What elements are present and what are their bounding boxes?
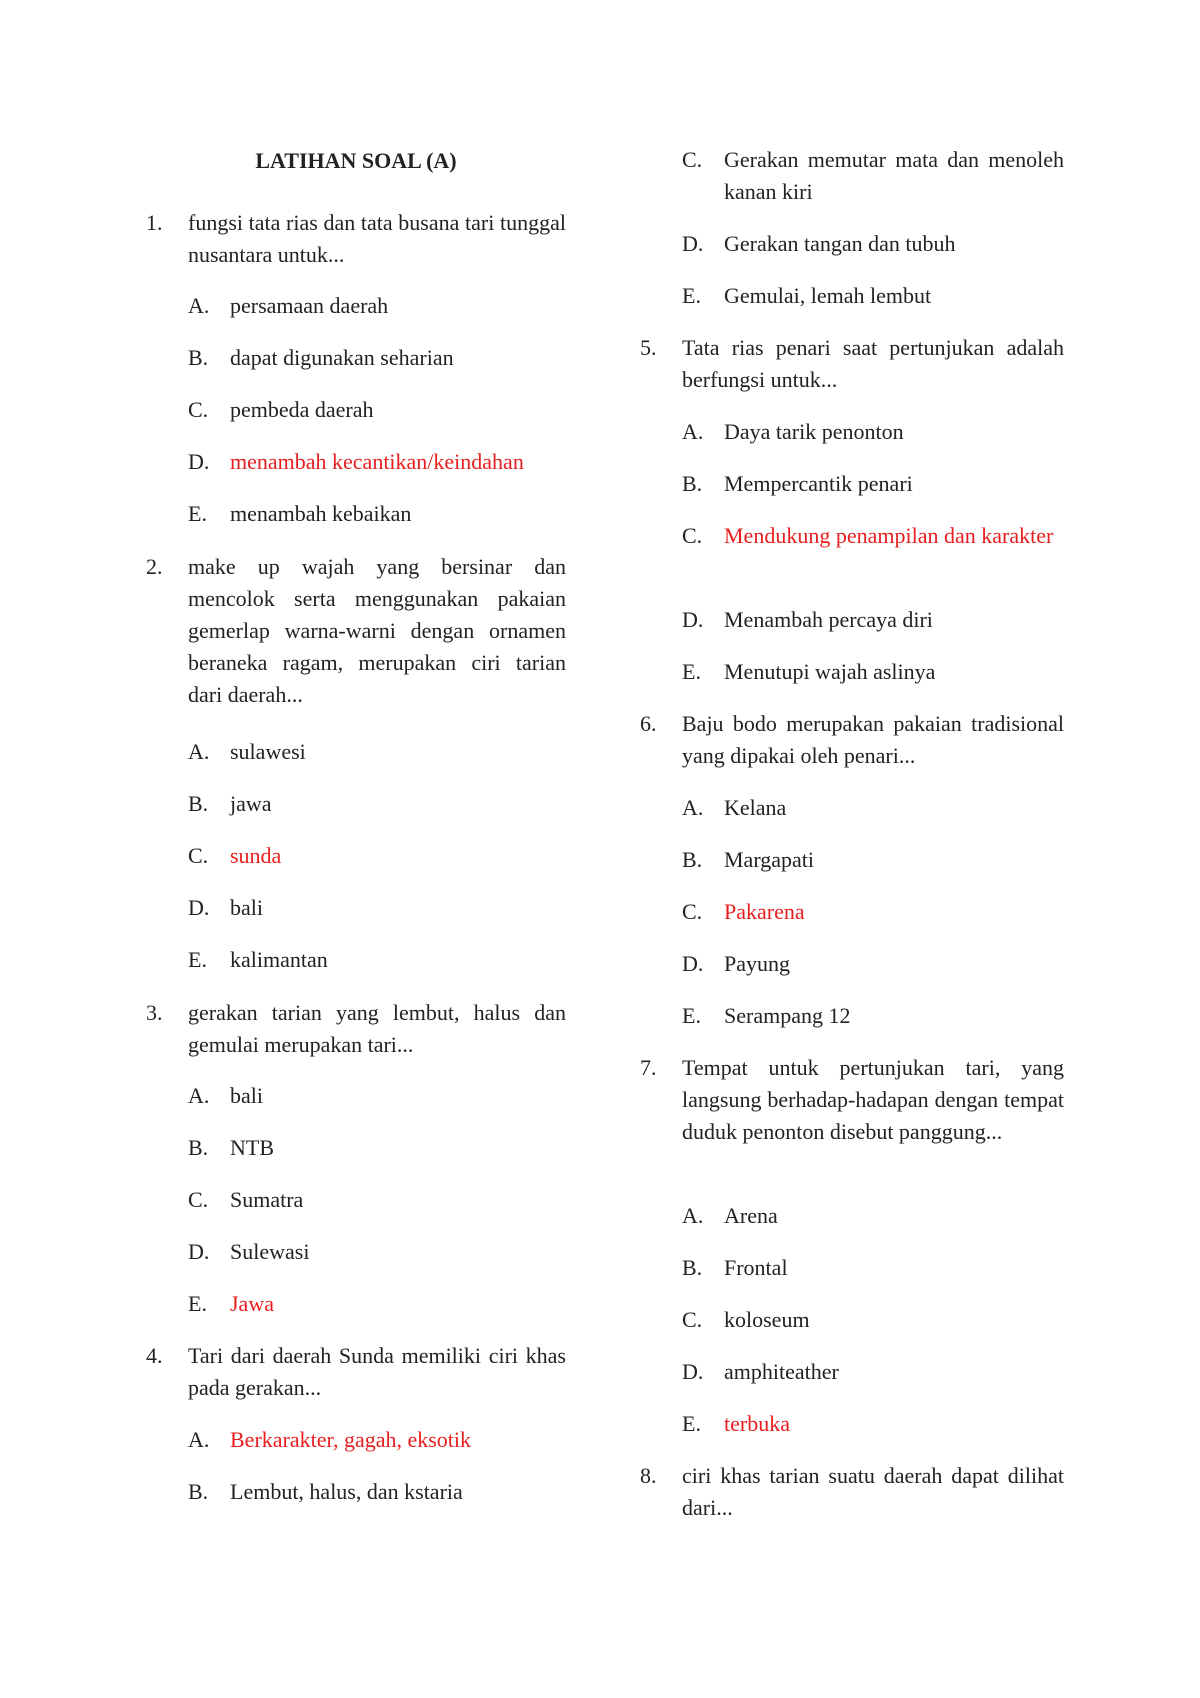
- question-4-option-c: [682, 144, 1064, 208]
- option-text: bali: [230, 895, 263, 920]
- question-text: ciri khas tarian suatu daerah dapat dilihat dari...: [682, 1463, 1064, 1520]
- question-3-option-d: [188, 1236, 566, 1268]
- option-letter: A.: [188, 293, 210, 318]
- option-text-correct: sunda: [230, 843, 282, 868]
- question-6-option-e: [682, 1000, 1064, 1032]
- question-7: [640, 1052, 1064, 1148]
- question-7-option-e: [682, 1408, 1064, 1440]
- question-5-option-d: [682, 604, 1064, 636]
- question-text: Tata rias penari saat pertunjukan adalah berfungsi untuk...: [682, 335, 1064, 392]
- option-letter: E.: [682, 1003, 701, 1028]
- option-text-correct: terbuka: [724, 1411, 790, 1436]
- option-text: Gerakan tangan dan tubuh: [724, 231, 956, 256]
- option-text-correct: Pakarena: [724, 899, 805, 924]
- question-6: [640, 708, 1064, 772]
- question-5-option-c: [682, 520, 1064, 552]
- option-text: Gemulai, lemah lembut: [724, 283, 932, 308]
- question-number: 2.: [146, 554, 163, 579]
- option-letter: A.: [188, 1427, 210, 1452]
- question-text: Baju bodo merupakan pakaian tradisional yang dipakai oleh penari...: [682, 711, 1064, 768]
- option-text: Sumatra: [230, 1187, 304, 1212]
- option-letter: B.: [682, 847, 703, 872]
- option-letter: E.: [682, 283, 701, 308]
- question-text: Tari dari daerah Sunda memiliki ciri khas pada gerakan...: [188, 1343, 566, 1400]
- option-letter: D.: [682, 231, 704, 256]
- question-2-option-d: [188, 892, 566, 924]
- question-2-option-c: [188, 840, 566, 872]
- option-letter: E.: [188, 947, 207, 972]
- question-6-option-b: [682, 844, 1064, 876]
- question-1-option-c: [188, 394, 566, 426]
- option-letter: B.: [682, 1255, 703, 1280]
- option-letter: A.: [682, 1203, 704, 1228]
- option-text: Gerakan memutar mata dan menoleh kanan kiri: [724, 147, 1064, 204]
- option-letter: C.: [682, 899, 703, 924]
- option-text: Mempercantik penari: [724, 471, 913, 496]
- option-text: NTB: [230, 1135, 274, 1160]
- option-letter: C.: [188, 397, 209, 422]
- option-text: amphiteather: [724, 1359, 839, 1384]
- option-text: Serampang 12: [724, 1003, 851, 1028]
- question-4-option-e: [682, 280, 1064, 312]
- option-text: Frontal: [724, 1255, 788, 1280]
- question-3-option-e: [188, 1288, 566, 1320]
- question-number: 4.: [146, 1343, 163, 1368]
- question-2-option-a: [188, 736, 566, 768]
- question-text: fungsi tata rias dan tata busana tari tunggal nusantara untuk...: [188, 210, 566, 267]
- option-letter: C.: [682, 1307, 703, 1332]
- question-3-option-c: [188, 1184, 566, 1216]
- option-letter: D.: [188, 895, 210, 920]
- option-letter: E.: [682, 1411, 701, 1436]
- option-text: Lembut, halus, dan kstaria: [230, 1479, 463, 1504]
- question-number: 5.: [640, 335, 657, 360]
- option-text: Menutupi wajah aslinya: [724, 659, 936, 684]
- option-letter: A.: [188, 1083, 210, 1108]
- option-letter: D.: [682, 607, 704, 632]
- option-text-correct: Mendukung penampilan dan karakter: [724, 523, 1054, 548]
- question-1-option-e: [188, 498, 566, 530]
- option-letter: D.: [682, 951, 704, 976]
- option-letter: C.: [188, 1187, 209, 1212]
- question-3: [146, 997, 566, 1061]
- option-text: Daya tarik penonton: [724, 419, 904, 444]
- option-text: pembeda daerah: [230, 397, 374, 422]
- question-6-option-a: [682, 792, 1064, 824]
- option-letter: A.: [682, 795, 704, 820]
- option-text: Menambah percaya diri: [724, 607, 933, 632]
- question-5-option-e: [682, 656, 1064, 688]
- option-letter: A.: [188, 739, 210, 764]
- option-text-correct: menambah kecantikan/keindahan: [230, 449, 524, 474]
- question-1-option-d: [188, 446, 566, 478]
- option-text: Arena: [724, 1203, 778, 1228]
- question-number: 1.: [146, 210, 163, 235]
- option-text: dapat digunakan seharian: [230, 345, 454, 370]
- option-text: sulawesi: [230, 739, 306, 764]
- question-2: [146, 551, 566, 711]
- question-4-option-a: [188, 1424, 566, 1456]
- question-5-option-a: [682, 416, 1064, 448]
- question-6-option-d: [682, 948, 1064, 980]
- question-2-option-e: [188, 944, 566, 976]
- option-text-correct: Berkarakter, gagah, eksotik: [230, 1427, 472, 1452]
- question-4-option-b: [188, 1476, 566, 1508]
- question-number: 7.: [640, 1055, 657, 1080]
- question-text: Tempat untuk pertunjukan tari, yang langsung berhadap-hadapan dengan tempat duduk penonton disebut panggung...: [682, 1055, 1064, 1144]
- page-title: LATIHAN SOAL (A): [255, 148, 457, 173]
- option-text: menambah kebaikan: [230, 501, 412, 526]
- option-text: jawa: [230, 791, 272, 816]
- question-1-option-a: [188, 290, 566, 322]
- question-7-option-b: [682, 1252, 1064, 1284]
- question-2-option-b: [188, 788, 566, 820]
- option-text: Margapati: [724, 847, 815, 872]
- option-letter: B.: [188, 1479, 209, 1504]
- question-number: 6.: [640, 711, 657, 736]
- question-6-option-c: [682, 896, 1064, 928]
- question-text: make up wajah yang bersinar dan mencolok serta menggunakan pakaian gemerlap warna-warni dengan ornamen beraneka ragam, merupakan ciri tarian dari daerah...: [188, 554, 566, 707]
- option-letter: D.: [682, 1359, 704, 1384]
- option-text: Sulewasi: [230, 1239, 310, 1264]
- option-letter: C.: [188, 843, 209, 868]
- question-5: [640, 332, 1064, 396]
- option-letter: C.: [682, 147, 703, 172]
- option-text: kalimantan: [230, 947, 328, 972]
- option-text-correct: Jawa: [230, 1291, 274, 1316]
- question-7-option-d: [682, 1356, 1064, 1388]
- option-text: koloseum: [724, 1307, 810, 1332]
- option-letter: E.: [188, 1291, 207, 1316]
- question-number: 3.: [146, 1000, 163, 1025]
- question-5-option-b: [682, 468, 1064, 500]
- question-7-option-c: [682, 1304, 1064, 1336]
- question-4: [146, 1340, 566, 1404]
- option-letter: E.: [188, 501, 207, 526]
- option-text: bali: [230, 1083, 263, 1108]
- option-letter: A.: [682, 419, 704, 444]
- question-8: [640, 1460, 1064, 1524]
- option-letter: E.: [682, 659, 701, 684]
- option-letter: D.: [188, 1239, 210, 1264]
- option-letter: B.: [188, 1135, 209, 1160]
- question-text: gerakan tarian yang lembut, halus dan gemulai merupakan tari...: [188, 1000, 566, 1057]
- option-letter: B.: [188, 345, 209, 370]
- question-1: [146, 207, 566, 271]
- question-3-option-a: [188, 1080, 566, 1112]
- option-text: persamaan daerah: [230, 293, 389, 318]
- option-letter: D.: [188, 449, 210, 474]
- question-7-option-a: [682, 1200, 1064, 1232]
- option-letter: B.: [682, 471, 703, 496]
- question-3-option-b: [188, 1132, 566, 1164]
- question-number: 8.: [640, 1463, 657, 1488]
- option-text: Payung: [724, 951, 790, 976]
- question-1-option-b: [188, 342, 566, 374]
- option-text: Kelana: [724, 795, 787, 820]
- option-letter: B.: [188, 791, 209, 816]
- option-letter: C.: [682, 523, 703, 548]
- question-4-option-d: [682, 228, 1064, 260]
